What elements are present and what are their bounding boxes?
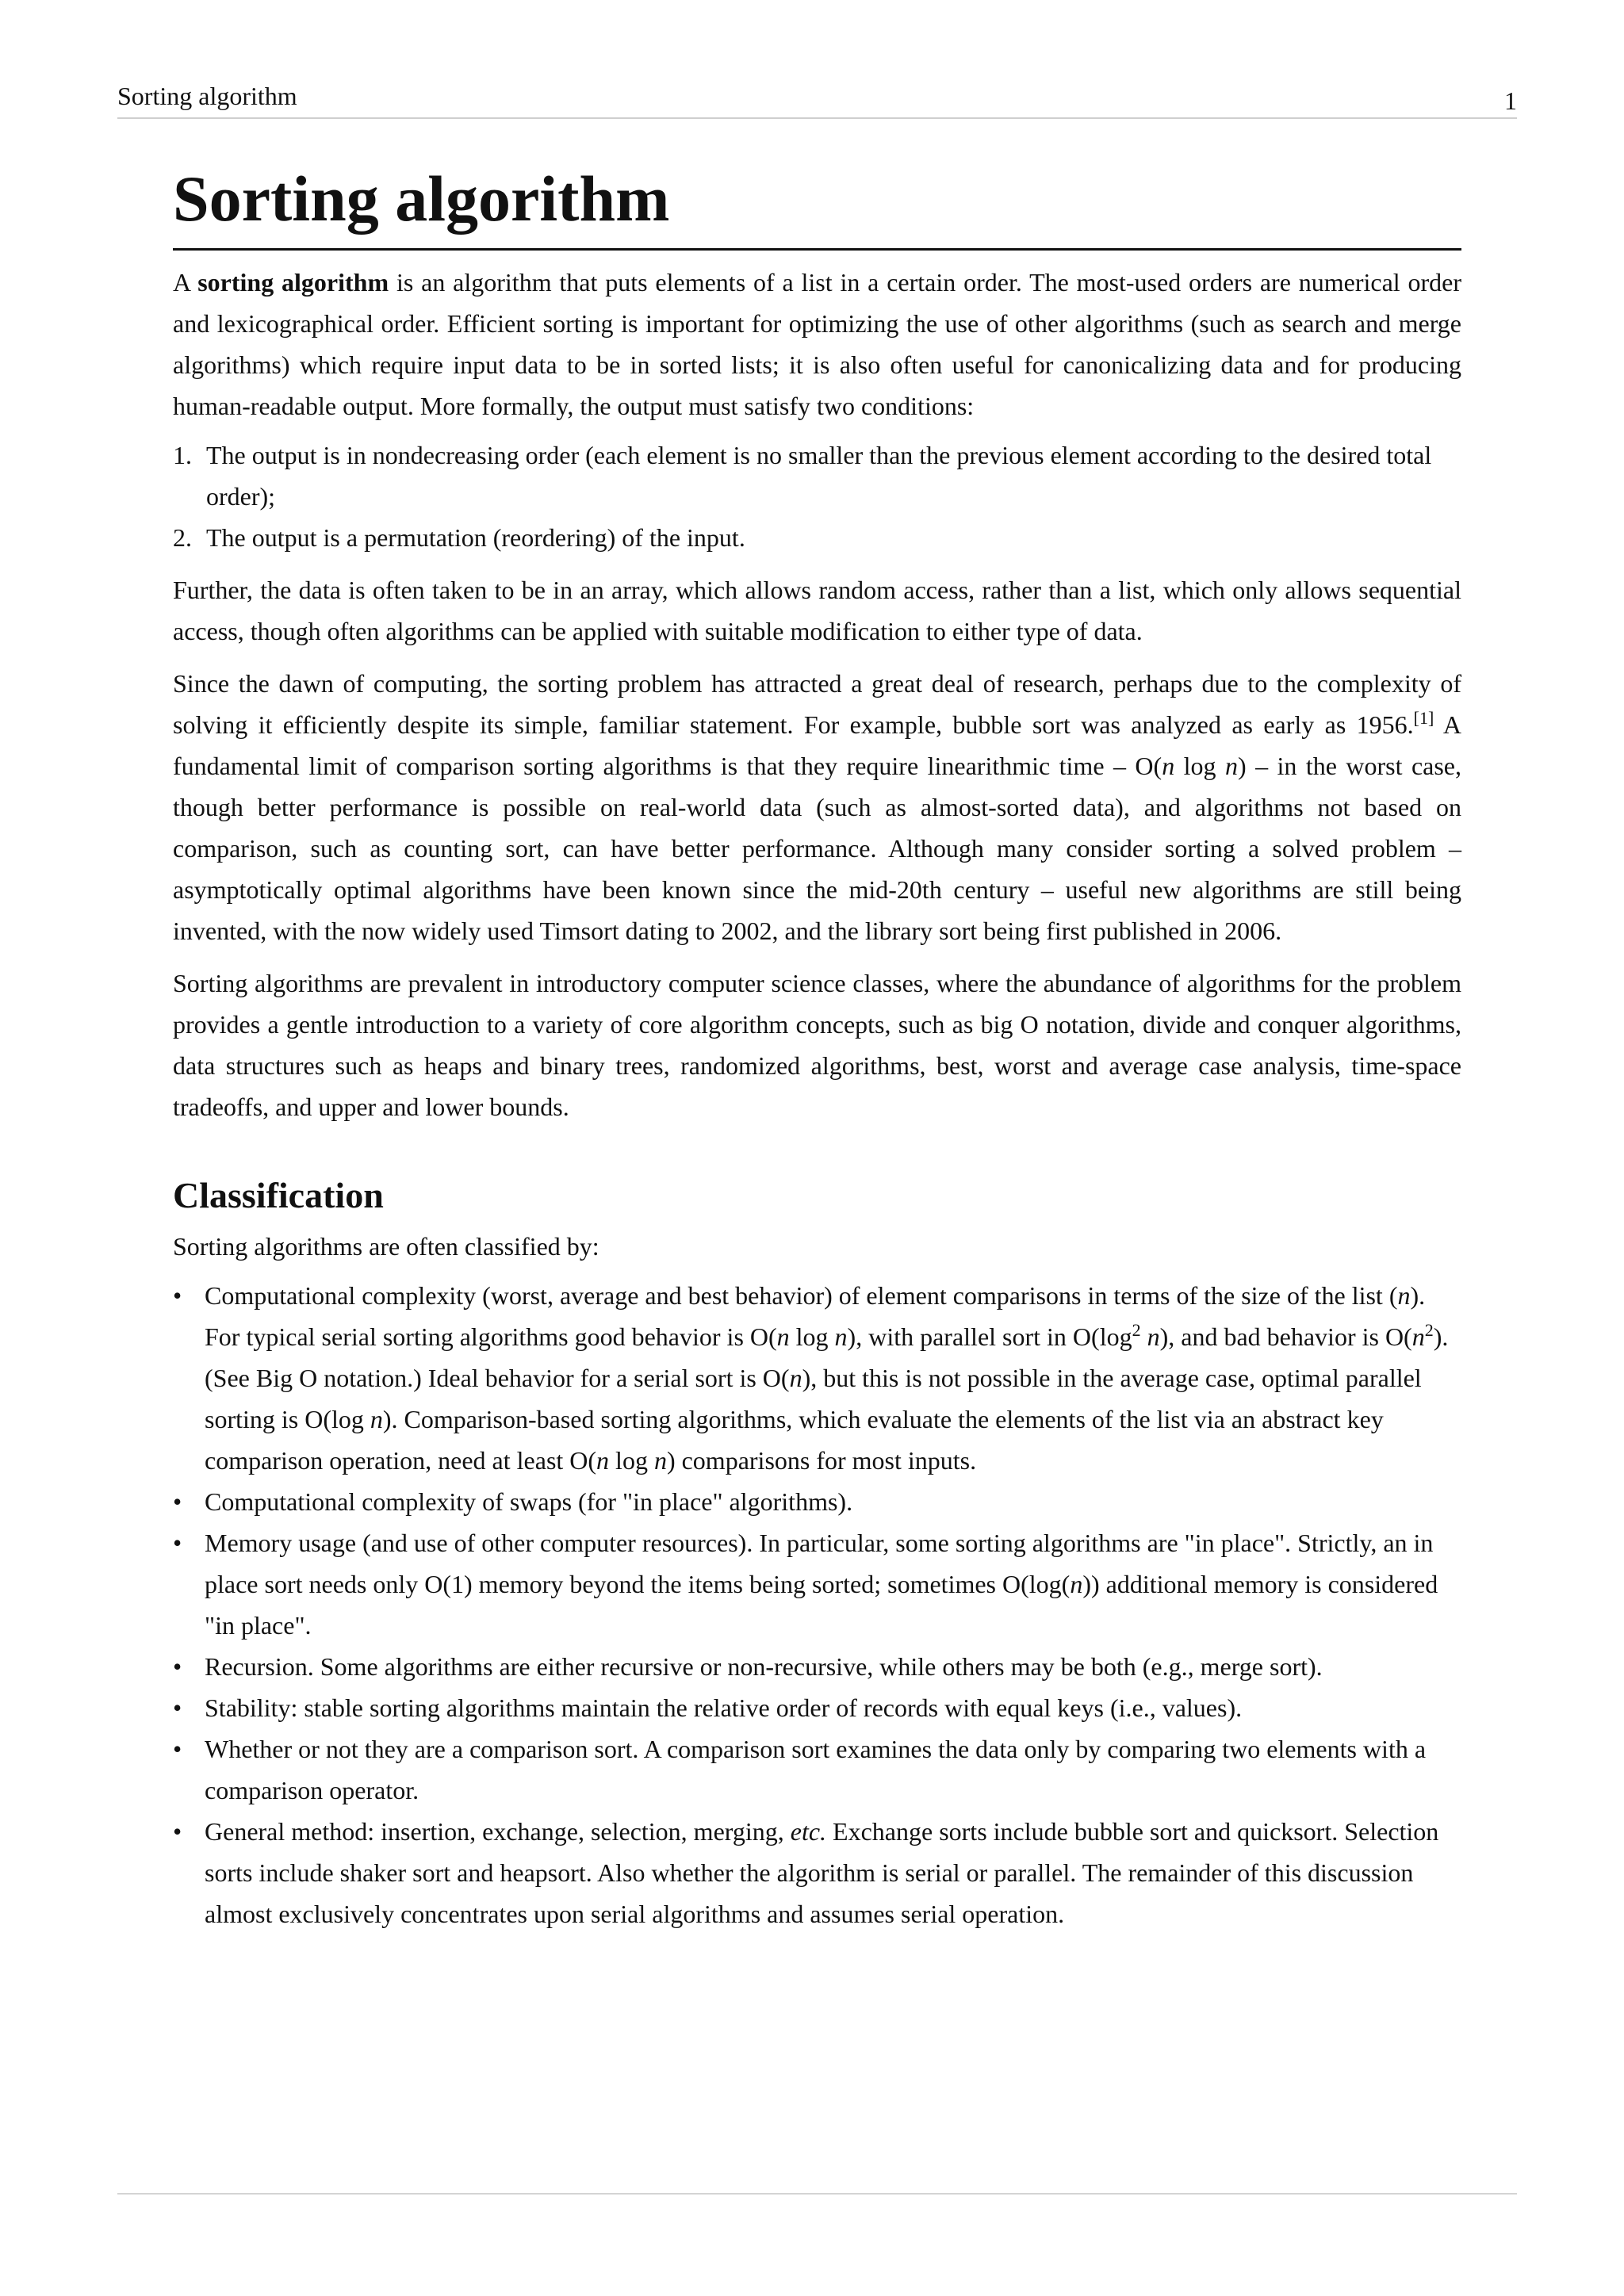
page-number: 1 (1504, 86, 1517, 115)
item-text: ), with parallel sort in O(log (847, 1322, 1132, 1351)
math-variable: n (789, 1364, 802, 1392)
math-variable: n (1411, 1322, 1425, 1351)
list-item (173, 1522, 1461, 1646)
education-paragraph: Sorting algorithms are prevalent in introductory computer science classes, where the abundance of algorithms for the problem provides a gentle introduction to a variety of core algorithm concepts, such as big O notation, divide and conquer algorithms, data structures such as heaps and binary trees, randomized algorithms, best, worst and average case analysis, time-space tradeoffs, and upper and lower bounds. (173, 969, 1461, 1121)
intro-article: A (173, 268, 198, 297)
math-variable: n (1070, 1570, 1083, 1598)
history-text: log (1174, 752, 1225, 780)
item-text: log (789, 1322, 835, 1351)
item-text: )) additional memory is considered "in place". (205, 1570, 1438, 1640)
superscript: 2 (1132, 1320, 1141, 1340)
item-text: Exchange sorts include bubble sort and quicksort. Selection sorts include shaker sort and heapsort. Also whether the algorithm is serial or parallel. The remainder of this discussion almost exclusively concentrates upon serial algorithms and assumes serial operation. (205, 1817, 1439, 1928)
bullet-icon: • (173, 1529, 182, 1557)
item-text: Recursion. Some algorithms are either recursive or non-recursive, while others may be both (e.g., merge sort). (205, 1652, 1323, 1681)
page-title: Sorting algorithm (173, 155, 1461, 251)
intro-term: sorting algorithm (197, 268, 389, 297)
intro-text: is an algorithm that puts elements of a list in a certain order. The most-used orders are numerical order and lexicographical order. Efficient sorting is important for optimizing the use of other algorithms (such as search and merge algorithms) which require input data to be in sorted lists; it is also often useful for canonicalizing data and for producing human-readable output. More formally, the output must satisfy two conditions: (173, 268, 1462, 420)
item-text: General method: insertion, exchange, selection, merging, (205, 1817, 791, 1846)
math-variable: n (1224, 752, 1238, 780)
math-variable: n (1147, 1322, 1160, 1351)
item-text: Memory usage (and use of other computer resources). In particular, some sorting algorithms are "in place". Strictly, an in place sort needs only O(1) memory beyond the items being sorted; sometimes O(log( (205, 1529, 1434, 1598)
footer-divider (117, 2193, 1517, 2195)
list-item (173, 1728, 1461, 1811)
list-number: 1. (173, 441, 192, 469)
list-item (173, 1481, 1461, 1522)
item-text: Computational complexity (worst, average and best behavior) of element comparisons in terms of the size of the list ( (205, 1281, 1398, 1310)
list-item (173, 517, 1461, 558)
history-text: ) – in the worst case, though better performance is possible on real-world data (such as almost-sorted data), and algorithms not based on comparison, such as counting sort, can have better performance. Although many consider sorting a solved problem – asymptotically optimal algorithms have been known since the mid-20th century – useful new algorithms are still being invented, with the now widely used Timsort dating to 2002, and the library sort being first published in 2006. (173, 752, 1462, 945)
list-item (173, 1275, 1461, 1481)
item-text: ). (See Big O notation.) Ideal behavior for a serial sort is O( (205, 1322, 1449, 1392)
list-item (173, 1687, 1461, 1728)
classification-list (173, 1275, 1461, 1934)
superscript: 2 (1424, 1320, 1434, 1340)
math-variable: n (834, 1322, 848, 1351)
list-item-text: The output is a permutation (reordering) of the input. (206, 523, 745, 552)
item-text: log (609, 1446, 654, 1475)
article-body (173, 155, 1461, 1934)
list-item (173, 1811, 1461, 1934)
classification-lead: Sorting algorithms are often classified by: (173, 1232, 599, 1261)
math-variable: n (1162, 752, 1175, 780)
bullet-icon: • (173, 1652, 182, 1681)
section-heading-classification: Classification (173, 1175, 384, 1215)
list-number: 2. (173, 523, 192, 552)
math-variable: n (1397, 1281, 1411, 1310)
bullet-icon: • (173, 1735, 182, 1763)
item-text (1141, 1322, 1147, 1351)
reference-link[interactable]: [1] (1413, 708, 1434, 728)
item-text: ), but this is not possible in the average case, optimal parallel sorting is O(log (205, 1364, 1422, 1433)
bullet-icon: • (173, 1693, 182, 1722)
item-text: ), and bad behavior is O( (1159, 1322, 1412, 1351)
math-variable: n (596, 1446, 610, 1475)
math-variable: n (776, 1322, 790, 1351)
item-text-italic: etc. (790, 1817, 827, 1846)
running-title: Sorting algorithm (117, 82, 297, 110)
math-variable: n (653, 1446, 667, 1475)
history-text: Since the dawn of computing, the sorting problem has attracted a great deal of research, perhaps due to the complexity of solving it efficiently despite its simple, familiar statement. For example, bubble sort was analyzed as early as 1956. (173, 669, 1461, 739)
bullet-icon: • (173, 1817, 182, 1846)
conditions-list (173, 434, 1461, 558)
math-variable: n (370, 1405, 383, 1433)
list-item (173, 1646, 1461, 1687)
bullet-icon: • (173, 1487, 182, 1516)
running-header (117, 79, 1517, 119)
further-paragraph: Further, the data is often taken to be in an array, which allows random access, rather than a list, which only allows sequential access, though often algorithms can be applied with suitable modification to either type of data. (173, 576, 1461, 645)
intro-paragraph (173, 262, 1461, 427)
item-text: ). Comparison-based sorting algorithms, which evaluate the elements of the list via an abstract key comparison operation, need at least O( (205, 1405, 1384, 1475)
item-text: Whether or not they are a comparison sort. A comparison sort examines the data only by comparing two elements with a comparison operator. (205, 1735, 1427, 1804)
history-text: A fundamental limit of comparison sorting algorithms is that they require linearithmic time – O( (173, 710, 1462, 780)
item-text: ). For typical serial sorting algorithms good behavior is O( (205, 1281, 1426, 1351)
history-paragraph (173, 663, 1461, 951)
list-item-text: The output is in nondecreasing order (each element is no smaller than the previous element according to the desired total order); (206, 441, 1432, 511)
bullet-icon: • (173, 1281, 182, 1310)
list-item (173, 434, 1461, 517)
item-text: ) comparisons for most inputs. (666, 1446, 977, 1475)
item-text: Computational complexity of swaps (for "in place" algorithms). (205, 1487, 853, 1516)
item-text: Stability: stable sorting algorithms maintain the relative order of records with equal keys (i.e., values). (205, 1693, 1243, 1722)
